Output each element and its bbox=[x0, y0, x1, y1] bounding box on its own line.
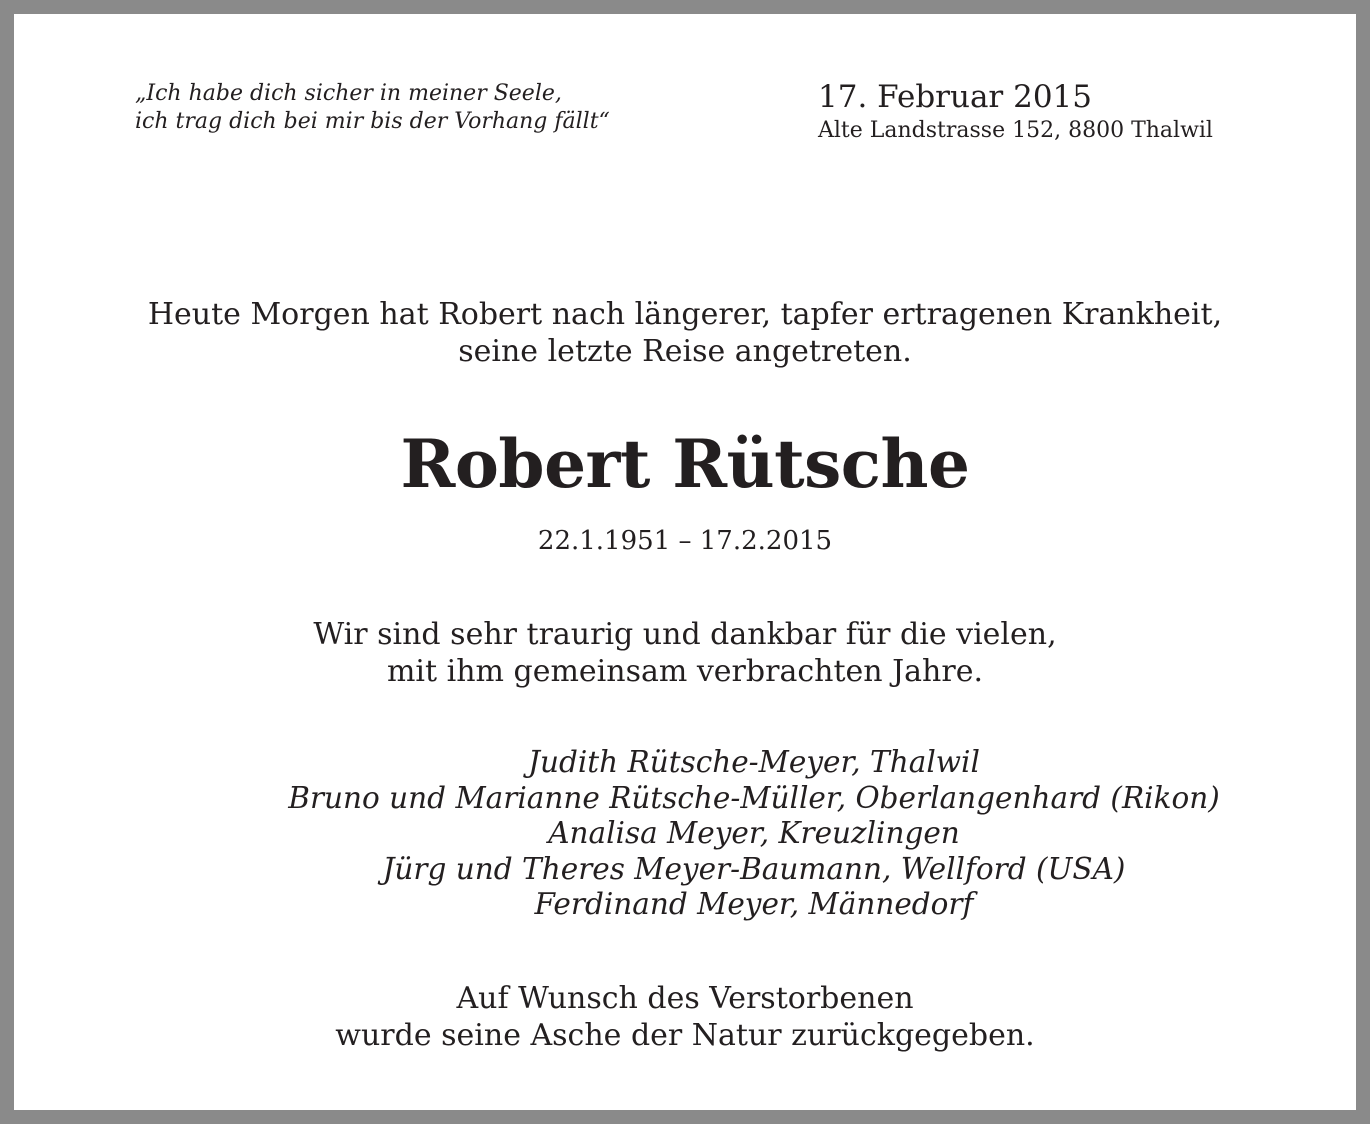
intro-line: seine letzte Reise angetreten. bbox=[458, 334, 912, 369]
quote-line: ich trag dich bei mir bis der Vorhang fällt“ bbox=[135, 109, 610, 134]
mourner-entry: Analisa Meyer, Kreuzlingen bbox=[548, 816, 960, 850]
mourner-entry: Judith Rütsche-Meyer, Thalwil bbox=[528, 745, 980, 779]
closing-text bbox=[14, 980, 1356, 1054]
intro-text bbox=[14, 296, 1356, 370]
intro-line: Heute Morgen hat Robert nach längerer, tapfer ertragenen Krankheit, bbox=[147, 297, 1223, 332]
notice-date: 17. Februar 2015 bbox=[818, 79, 1092, 115]
life-dates: 22.1.1951 – 17.2.2015 bbox=[537, 526, 833, 556]
notice-address: Alte Landstrasse 152, 8800 Thalwil bbox=[818, 118, 1213, 143]
thanks-line: Wir sind sehr traurig und dankbar für die vielen, bbox=[313, 617, 1057, 652]
obituary-notice bbox=[14, 14, 1356, 1110]
deceased-name: Robert Rütsche bbox=[400, 425, 970, 503]
notice-header bbox=[818, 78, 1213, 146]
mourner-entry: Bruno und Marianne Rütsche-Müller, Oberlangenhard (Rikon) bbox=[288, 780, 1220, 815]
thanks-line: mit ihm gemeinsam verbrachten Jahre. bbox=[386, 654, 983, 689]
quote-line: „Ich habe dich sicher in meiner Seele, bbox=[135, 81, 562, 106]
mourner-entry: Ferdinand Meyer, Männedorf bbox=[534, 887, 974, 921]
mourners-list bbox=[252, 745, 1256, 923]
epigraph-quote bbox=[135, 80, 610, 136]
closing-line: Auf Wunsch des Verstorbenen bbox=[456, 981, 914, 1016]
mourner-entry: Jürg und Theres Meyer-Baumann, Wellford (USA) bbox=[382, 851, 1126, 886]
thanks-text bbox=[14, 616, 1356, 690]
closing-line: wurde seine Asche der Natur zurückgegeben. bbox=[335, 1018, 1035, 1053]
